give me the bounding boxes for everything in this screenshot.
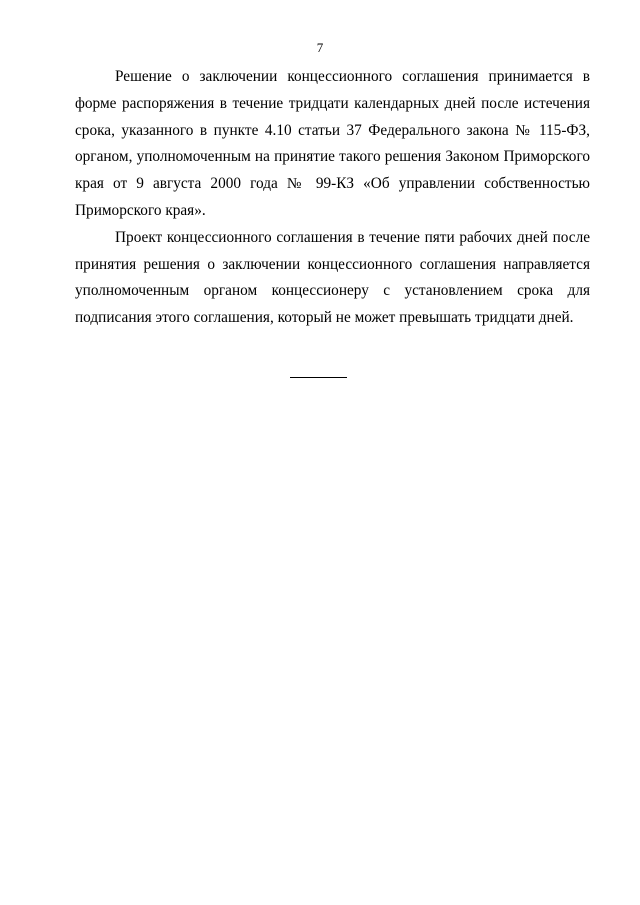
page-number: 7 [316,40,324,55]
paragraph-concession-draft: Проект концессионного соглашения в течение пяти рабочих дней после принятия решения о заключении концессионного соглашения направляется уполномоченным органом концессионеру с установлением срока для подписания этого соглашения, который не может превышать тридцати дней. [75,228,590,327]
document-body [75,64,590,332]
end-separator-line [290,377,347,378]
paragraph-concession-decision: Решение о заключении концессионного соглашения принимается в форме распоряжения в течение тридцати календарных дней после истечения срока, указанного в пункте 4.10 статьи 37 Федерального закона № 115-ФЗ, органом, уполномоченным на принятие такого решения Законом Приморского края от 9 августа 2000 года № 99-КЗ «Об управлении собственностью Приморского края». [75,68,590,219]
